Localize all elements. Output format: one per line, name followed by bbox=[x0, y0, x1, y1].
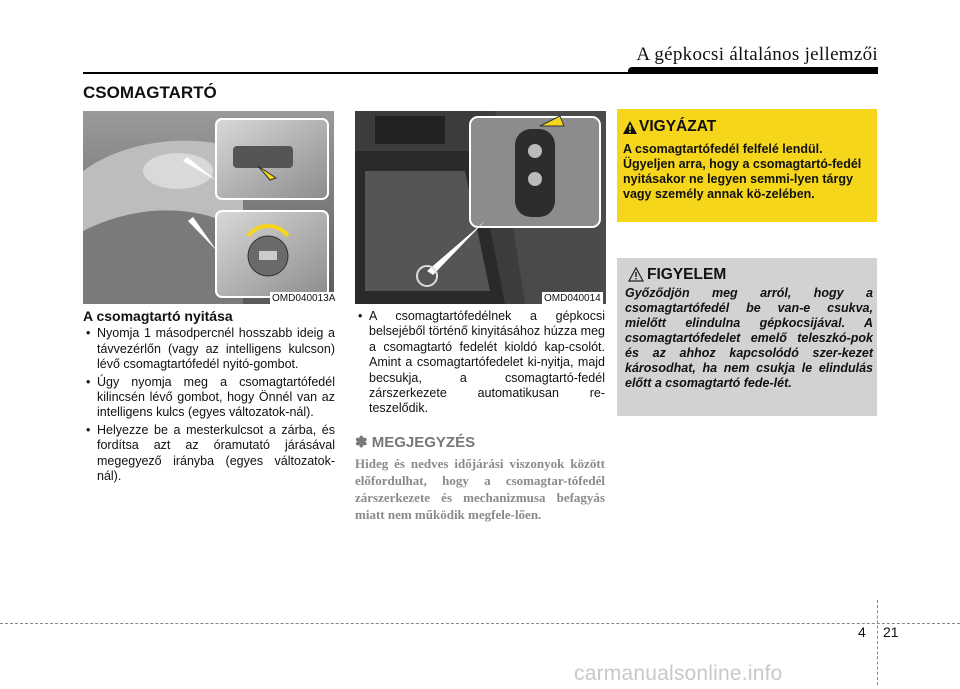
page-number: 21 bbox=[883, 624, 899, 640]
note-title: ✽ MEGJEGYZÉS bbox=[355, 433, 476, 451]
header-rule bbox=[83, 72, 878, 74]
footer-divider bbox=[877, 600, 878, 685]
interior-release-list bbox=[355, 309, 605, 417]
list-item: • Helyezze be a mesterkulcsot a zárba, és fordítsa azt az óramutató járásával megegyező irányba (egyes változatok-nál). bbox=[83, 423, 335, 485]
warning-triangle-icon bbox=[623, 121, 637, 134]
list-item: • Nyomja 1 másodpercnél hosszabb ideig a távvezérlőn (vagy az intelligens kulcson) lévő csomagtartófedél nyitó-gombot. bbox=[83, 326, 335, 372]
caution-triangle-icon bbox=[628, 267, 644, 282]
trunk-interior-illustration bbox=[355, 111, 606, 304]
warning-title: VIGYÁZAT bbox=[639, 118, 717, 135]
warning-box bbox=[617, 109, 877, 222]
footer-rule bbox=[0, 623, 960, 624]
figure-caption-left: OMD040013A bbox=[272, 293, 336, 304]
trunk-exterior-illustration bbox=[83, 111, 334, 304]
figure-trunk-exterior bbox=[83, 111, 334, 304]
figure-caption-middle: OMD040014 bbox=[544, 293, 601, 304]
section-title: CSOMAGTARTÓ bbox=[83, 83, 217, 102]
list-item: • A csomagtartófedélnek a gépkocsi belsejéből történő kinyitásához húzza meg a csomagtartó fedelét kioldó kap-csolót. Amint a csomagtartófedelet ki-nyitja, majd becsukja, a csomagtartó-fedél zárszerkezete automatikusan re-teszelődik. bbox=[355, 309, 605, 417]
caution-body: Győződjön meg arról, hogy a csomagtartófedél be van-e csukva, mielőtt elindulna gépkocsijával. A csomagtartófedelet emelő teleszkó-pok és az ahhoz kapcsolódó szer-kezet károsodhat, ha nem csukja le elindulás előtt a csomagtartó fede-lét. bbox=[625, 286, 873, 390]
figure-trunk-interior bbox=[355, 111, 606, 304]
left-column bbox=[83, 309, 335, 486]
watermark: carmanualsonline.info bbox=[574, 662, 783, 685]
list-item: • Úgy nyomja meg a csomagtartófedél kilincsén lévő gombot, hogy Önnél van az intelligens kulcs (egyes változatok-nál). bbox=[83, 375, 335, 421]
caution-title: FIGYELEM bbox=[647, 266, 727, 283]
chapter-number: 4 bbox=[858, 624, 866, 640]
warning-body: A csomagtartófedél felfelé lendül. Ügyeljen arra, hogy a csomagtartó-fedél nyitásakor ne legyen semmi-lyen tárgy vagy személy annak kö-zelében. bbox=[623, 142, 862, 201]
caution-box bbox=[617, 258, 877, 416]
opening-steps-list bbox=[83, 326, 335, 484]
note-body: Hideg és nedves időjárási viszonyok között előfordulhat, hogy a csomagtar-tófedél zárszerkezete és mechanizmusa befagyás miatt nem működik megfele-lően. bbox=[355, 456, 605, 523]
subheading-opening: A csomagtartó nyitása bbox=[83, 308, 233, 324]
middle-column bbox=[355, 309, 605, 523]
running-header: A gépkocsi általános jellemzői bbox=[636, 44, 878, 65]
